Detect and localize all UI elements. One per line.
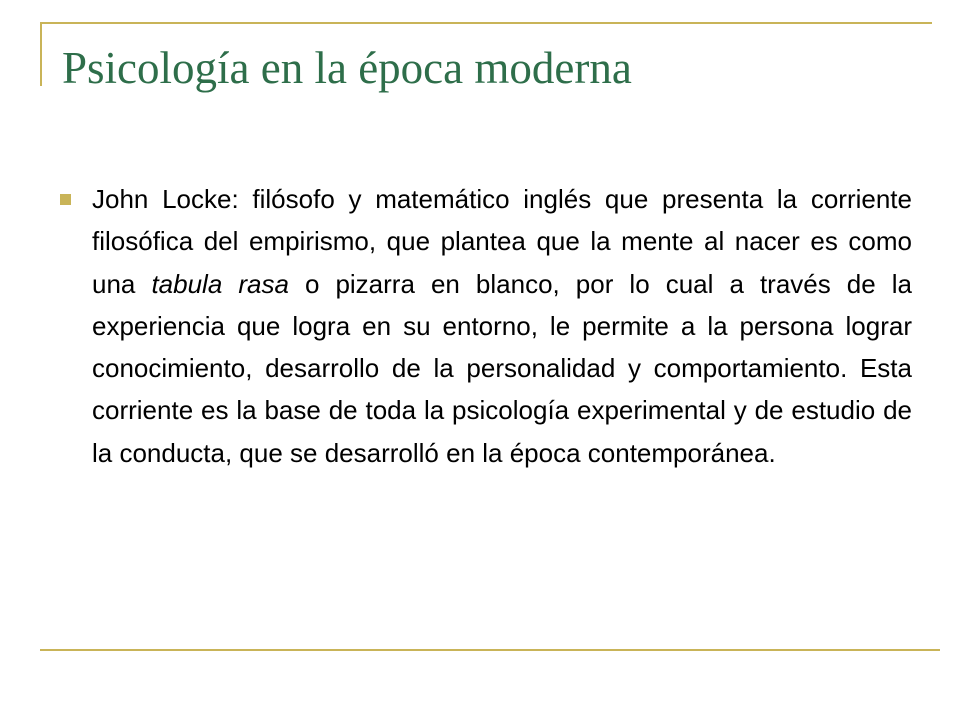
top-border-line: [40, 22, 932, 24]
square-bullet-icon: [60, 194, 71, 205]
bullet-text: [92, 178, 912, 474]
bullet-text-italic-term: tabula rasa: [151, 268, 289, 299]
bullet-list: [60, 178, 912, 474]
slide-title: Psicología en la época moderna: [62, 43, 632, 93]
bullet-text-segment: John Locke: filósofo y matemático inglés que presenta la corriente filosófica del empirismo, que plantea que la mente al nacer es como una: [92, 184, 912, 299]
bottom-border-line: [40, 649, 940, 651]
left-border-line: [40, 22, 42, 86]
bullet-text-segment: o pizarra en blanco, por lo cual a través de la experiencia que logra en su entorno, le permite a la persona lograr conocimiento, desarrollo de la personalidad y comportamiento. Esta corriente es la base de toda la psicología experimental y de estudio de la conducta, que se desarrolló en la época contemporánea.: [92, 268, 912, 468]
bullet-item: [60, 178, 912, 474]
